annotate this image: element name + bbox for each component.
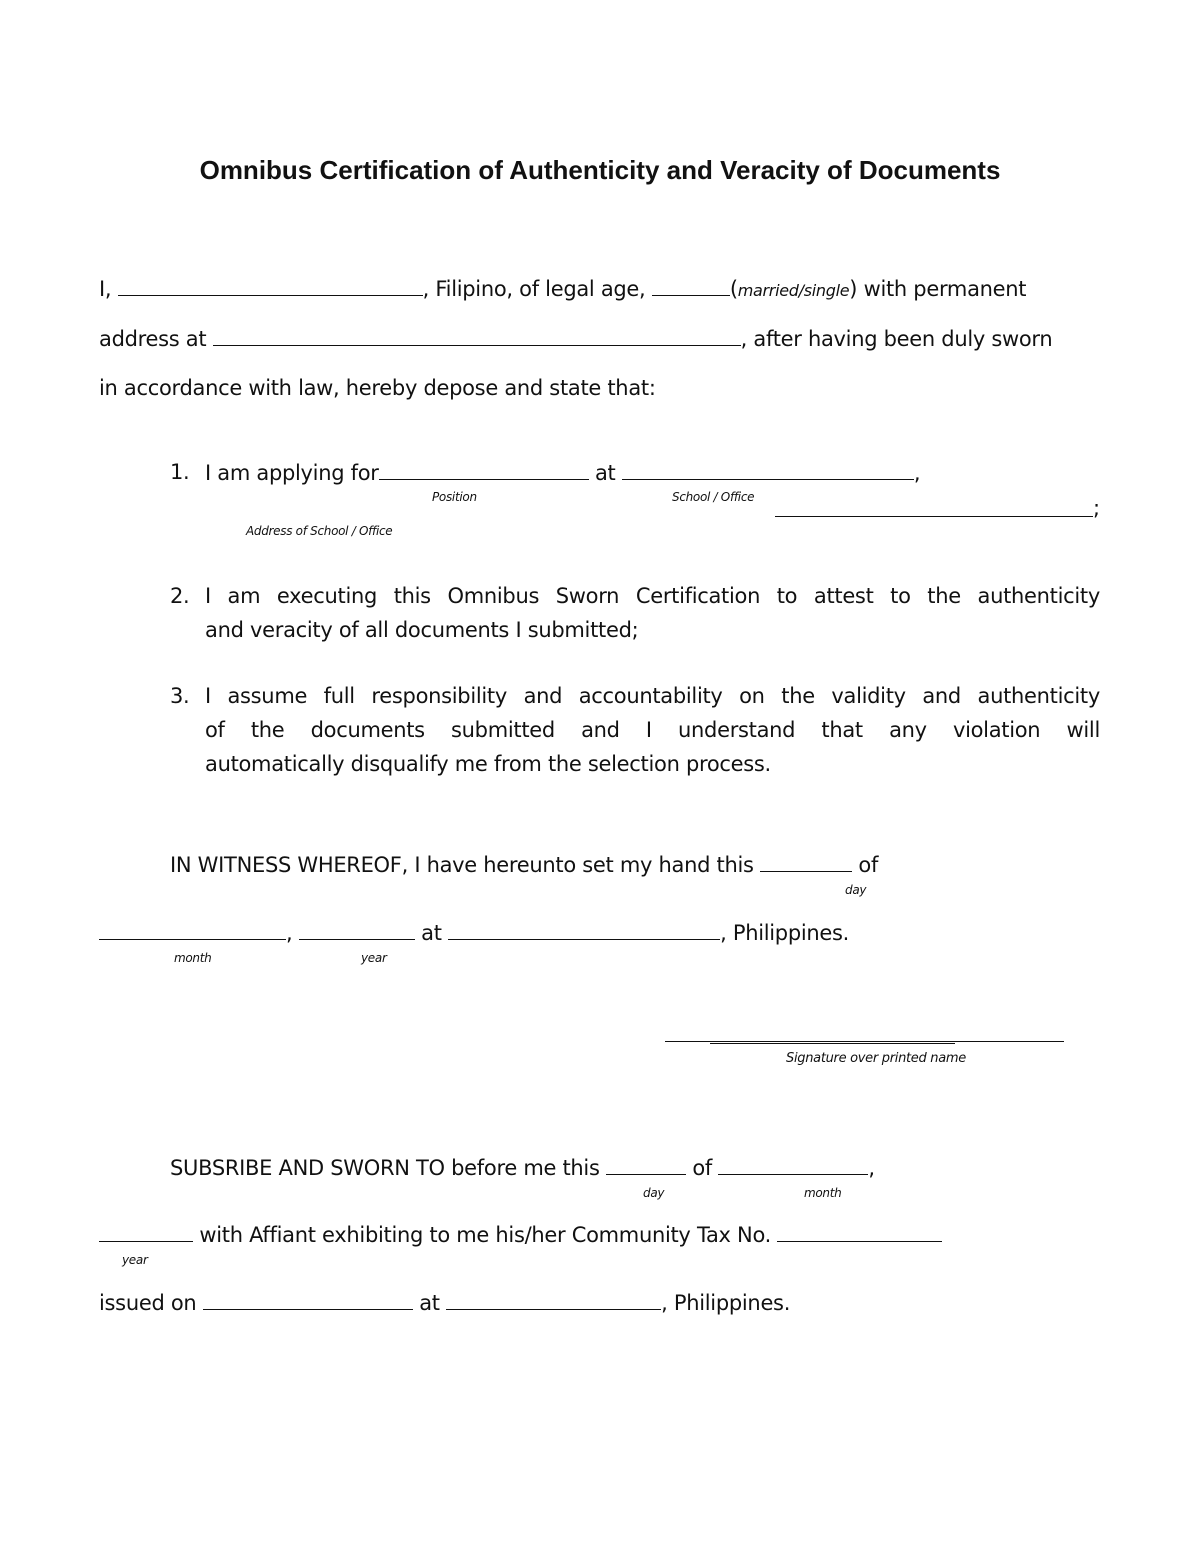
item-2-line-2: and veracity of all documents I submitted; bbox=[205, 618, 639, 642]
item-3-line-2: of the documents submitted and I understand that any violation will bbox=[205, 718, 1100, 742]
witness-day-blank bbox=[760, 852, 852, 872]
intro-line-3: in accordance with law, hereby depose and state that: bbox=[99, 376, 656, 400]
item-3-line-3: automatically disqualify me from the selection process. bbox=[205, 752, 771, 776]
name-blank bbox=[118, 276, 423, 296]
signature-line bbox=[665, 1041, 1064, 1042]
item-3-number: 3. bbox=[170, 684, 190, 708]
witness-line-2: , at , Philippines. bbox=[99, 920, 849, 945]
position-blank bbox=[379, 460, 589, 480]
signature-line-inner bbox=[710, 1043, 955, 1044]
witness-line-1: IN WITNESS WHEREOF, I have hereunto set my hand this of bbox=[170, 853, 879, 877]
issued-at-blank bbox=[446, 1290, 661, 1310]
caption-witness-year: year bbox=[361, 951, 387, 965]
caption-school-address: Address of School / Office bbox=[246, 524, 393, 538]
sworn-line-3: issued on at , Philippines. bbox=[99, 1291, 791, 1315]
document-title: Omnibus Certification of Authenticity and Veracity of Documents bbox=[199, 155, 1001, 185]
caption-sworn-month: month bbox=[804, 1186, 842, 1200]
witness-year-blank bbox=[299, 920, 415, 940]
caption-witness-day: day bbox=[845, 883, 867, 897]
item-1-number: 1. bbox=[170, 460, 190, 484]
sworn-year-blank bbox=[99, 1222, 193, 1242]
community-tax-no-blank bbox=[777, 1222, 942, 1242]
sworn-line-1: SUBSRIBE AND SWORN TO before me this of , bbox=[170, 1156, 875, 1180]
witness-month-blank bbox=[99, 920, 286, 940]
sworn-line-2: with Affiant exhibiting to me his/her Community Tax No. bbox=[99, 1222, 942, 1247]
school-address-blank bbox=[775, 516, 1093, 517]
item-2-number: 2. bbox=[170, 584, 190, 608]
caption-position: Position bbox=[432, 490, 477, 504]
caption-sworn-year: year bbox=[122, 1253, 148, 1267]
intro-line-2: address at , after having been duly sworn bbox=[99, 327, 1053, 351]
civil-status-hint: married/single bbox=[737, 281, 850, 300]
caption-witness-month: month bbox=[174, 951, 212, 965]
sworn-day-blank bbox=[606, 1155, 686, 1175]
issued-on-blank bbox=[203, 1290, 413, 1310]
item-1-semicolon: ; bbox=[1093, 496, 1100, 520]
school-office-blank bbox=[622, 460, 914, 480]
item-1-line: I am applying for at , bbox=[205, 461, 921, 485]
intro-line-1: I, , Filipino, of legal age, (married/single) with permanent bbox=[99, 277, 1027, 301]
caption-signature: Signature over printed name bbox=[786, 1051, 966, 1066]
caption-sworn-day: day bbox=[643, 1186, 665, 1200]
item-2-line-1: I am executing this Omnibus Sworn Certification to attest to the authenticity bbox=[205, 584, 1100, 608]
caption-school-office: School / Office bbox=[672, 490, 755, 504]
item-3-line-1: I assume full responsibility and accountability on the validity and authenticity bbox=[205, 684, 1100, 708]
address-blank bbox=[213, 326, 741, 346]
witness-place-blank bbox=[448, 920, 720, 940]
civil-status-blank bbox=[652, 276, 730, 296]
sworn-month-blank bbox=[718, 1155, 868, 1175]
